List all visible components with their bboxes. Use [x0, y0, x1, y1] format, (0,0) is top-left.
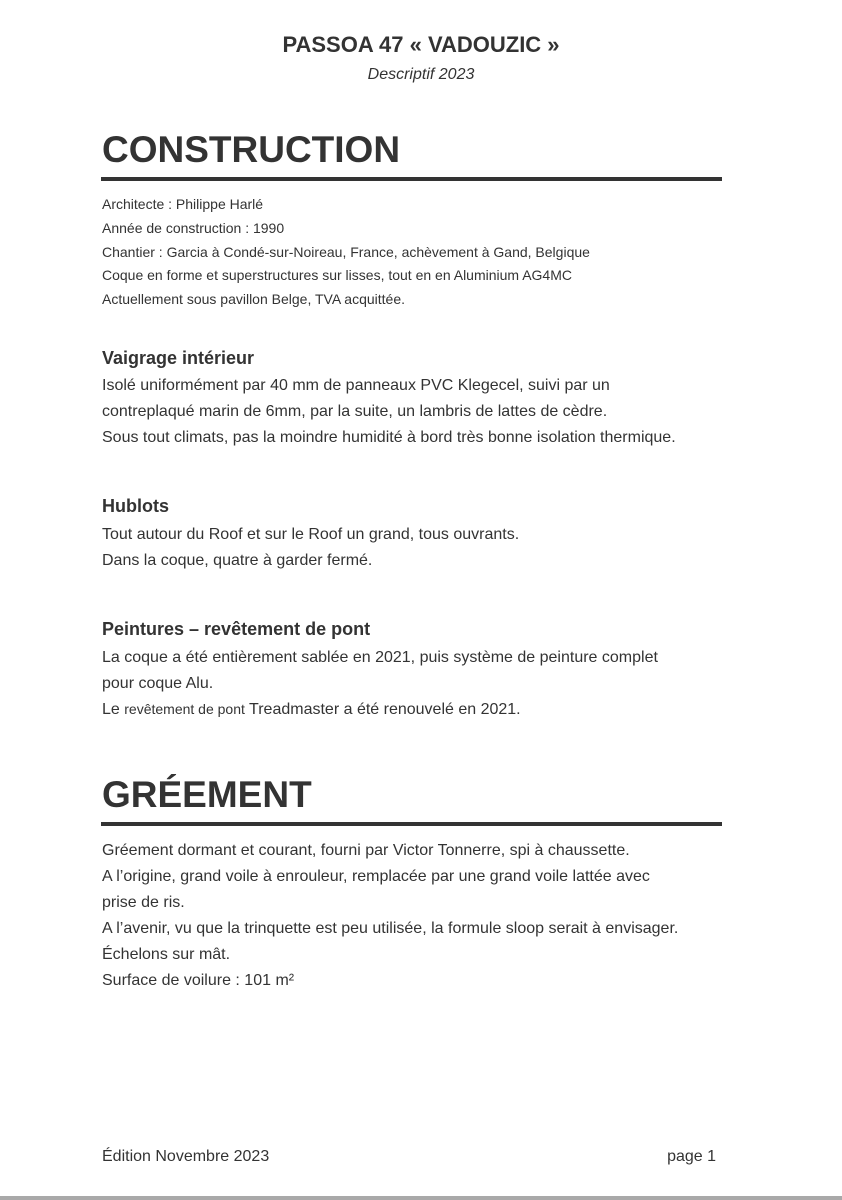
text-line-mixed: [102, 697, 732, 723]
text-line: Isolé uniformément par 40 mm de panneaux PVC Klegecel, suivi par un: [102, 377, 610, 394]
section-rule-construction: [101, 177, 722, 181]
text-line: prise de ris.: [102, 893, 185, 911]
construction-details: [102, 193, 590, 312]
subheading-vaigrage: Vaigrage intérieur: [102, 348, 255, 368]
text-line: A l’avenir, vu que la trinquette est peu utilisée, la formule sloop serait à envisager.: [102, 919, 679, 937]
detail-hull: Coque en forme et superstructures sur lisses, tout en en Aluminium AG4MC: [102, 267, 572, 284]
paragraph-vaigrage: [102, 373, 732, 451]
section-rule-greement: [101, 822, 722, 826]
section-heading-greement: GRÉEMENT: [102, 774, 312, 815]
text-line: A l’origine, grand voile à enrouleur, remplacée par une grand voile lattée avec: [102, 867, 650, 885]
text-part: Le: [102, 700, 125, 718]
text-line: pour coque Alu.: [102, 674, 214, 692]
detail-architect: Architecte : Philippe Harlé: [102, 196, 264, 212]
text-part-small: revêtement de pont: [124, 700, 245, 717]
text-line: Sous tout climats, pas la moindre humidité à bord très bonne isolation thermique.: [102, 428, 676, 446]
text-line: Tout autour du Roof et sur le Roof un grand, tous ouvrants.: [102, 526, 520, 543]
footer-edition: Édition Novembre 2023: [102, 1148, 270, 1165]
paragraph-greement: [102, 838, 732, 993]
text-line: Dans la coque, quatre à garder fermé.: [102, 551, 373, 569]
detail-year: Année de construction : 1990: [102, 219, 285, 236]
footer-page-number: page 1: [667, 1148, 716, 1165]
subheading-hublots: Hublots: [102, 496, 169, 516]
paragraph-hublots: [102, 522, 732, 574]
document-title: PASSOA 47 « VADOUZIC »: [282, 32, 560, 57]
page-bottom-edge: [0, 1196, 842, 1200]
document-subtitle: Descriptif 2023: [367, 66, 475, 83]
text-line: Gréement dormant et courant, fourni par Victor Tonnerre, spi à chaussette.: [102, 842, 630, 859]
text-line: contreplaqué marin de 6mm, par la suite, un lambris de lattes de cèdre.: [102, 402, 608, 420]
text-line: La coque a été entièrement sablée en 2021, puis système de peinture complet: [102, 649, 658, 666]
subheading-peintures: Peintures – revêtement de pont: [102, 619, 371, 639]
paragraph-peintures: [102, 645, 732, 723]
text-line: Échelons sur mât.: [102, 945, 231, 963]
text-part: Treadmaster a été renouvelé en 2021.: [244, 700, 521, 718]
text-line: Surface de voilure : 101 m²: [102, 971, 295, 989]
detail-shipyard: Chantier : Garcia à Condé-sur-Noireau, France, achèvement à Gand, Belgique: [102, 243, 590, 260]
detail-flag: Actuellement sous pavillon Belge, TVA acquittée.: [102, 291, 405, 308]
section-heading-construction: CONSTRUCTION: [102, 129, 401, 170]
